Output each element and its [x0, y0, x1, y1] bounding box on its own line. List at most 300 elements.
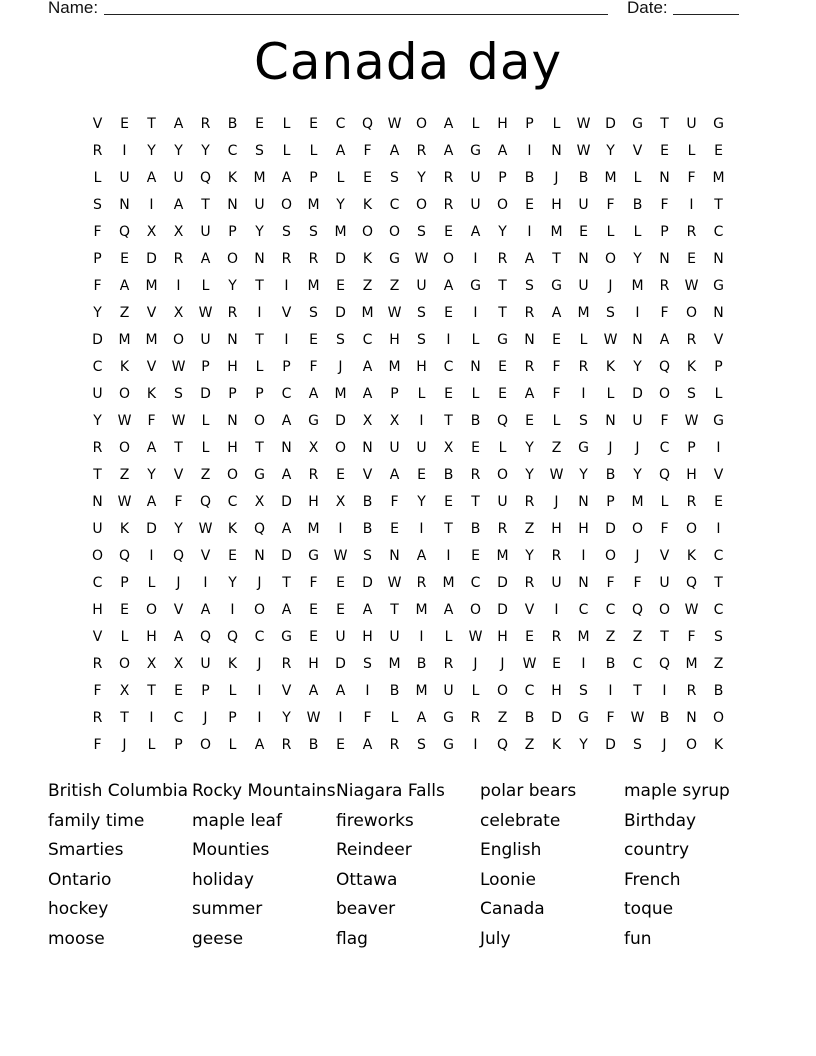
- grid-letter: S: [390, 170, 399, 186]
- grid-letter: L: [417, 386, 426, 402]
- grid-letter: F: [660, 413, 669, 429]
- grid-letter: E: [687, 251, 696, 267]
- grid-letter: F: [606, 710, 615, 726]
- grid-letter: M: [577, 305, 590, 321]
- grid-letter: N: [578, 575, 589, 591]
- grid-letter: W: [333, 548, 348, 564]
- grid-letter: W: [171, 413, 186, 429]
- grid-letter: J: [635, 548, 640, 564]
- grid-letter: R: [443, 170, 454, 186]
- grid-letter: I: [473, 305, 478, 321]
- grid-letter: B: [443, 467, 454, 483]
- grid-letter: R: [308, 467, 319, 483]
- grid-letter: E: [714, 143, 723, 159]
- grid-letter: J: [500, 656, 505, 672]
- grid-letter: T: [255, 278, 264, 294]
- grid-letter: A: [119, 278, 130, 294]
- grid-letter: W: [414, 251, 429, 267]
- grid-letter: J: [608, 440, 613, 456]
- grid-letter: K: [362, 197, 373, 213]
- grid-letter: R: [551, 548, 562, 564]
- grid-letter: Y: [174, 143, 183, 159]
- grid-letter: D: [551, 710, 562, 726]
- grid-letter: O: [415, 116, 428, 132]
- grid-letter: T: [444, 521, 453, 537]
- grid-letter: G: [497, 332, 508, 348]
- grid-letter: Y: [525, 548, 534, 564]
- grid-letter: A: [443, 116, 454, 132]
- grid-letter: S: [633, 737, 642, 753]
- grid-letter: Q: [199, 629, 212, 645]
- grid-letter: A: [362, 359, 373, 375]
- grid-letter: S: [309, 224, 318, 240]
- grid-letter: Z: [389, 278, 400, 294]
- grid-letter: A: [470, 224, 481, 240]
- word-list-item: Ontario: [48, 869, 112, 890]
- grid-letter: D: [605, 116, 616, 132]
- word-list-item: Loonie: [480, 869, 536, 890]
- grid-letter: R: [416, 143, 427, 159]
- grid-letter: A: [146, 440, 157, 456]
- grid-letter: I: [338, 521, 343, 537]
- grid-letter: F: [93, 224, 102, 240]
- word-list-item: Birthday: [624, 810, 697, 831]
- grid-letter: P: [606, 494, 615, 510]
- grid-letter: U: [200, 224, 211, 240]
- grid-letter: E: [471, 548, 480, 564]
- grid-letter: M: [712, 170, 725, 186]
- grid-letter: K: [686, 548, 697, 564]
- grid-letter: C: [713, 602, 724, 618]
- grid-letter: A: [146, 494, 157, 510]
- grid-letter: A: [254, 737, 265, 753]
- word-list-item: Mounties: [192, 840, 270, 861]
- word-list-item: Niagara Falls: [336, 781, 445, 801]
- grid-letter: E: [444, 305, 453, 321]
- grid-letter: C: [713, 224, 724, 240]
- grid-letter: M: [307, 197, 320, 213]
- grid-letter: A: [200, 251, 211, 267]
- grid-letter: H: [416, 359, 427, 375]
- grid-letter: R: [281, 656, 292, 672]
- grid-letter: I: [662, 683, 667, 699]
- grid-letter: X: [335, 494, 346, 510]
- grid-letter: F: [174, 494, 183, 510]
- grid-letter: Q: [199, 494, 212, 510]
- grid-letter: O: [145, 602, 158, 618]
- grid-letter: A: [335, 143, 346, 159]
- grid-letter: N: [92, 494, 103, 510]
- grid-letter: N: [524, 332, 535, 348]
- grid-letter: V: [659, 548, 670, 564]
- grid-letter: U: [416, 278, 427, 294]
- grid-letter: W: [198, 521, 213, 537]
- grid-letter: G: [281, 629, 292, 645]
- grid-letter: Z: [551, 440, 562, 456]
- grid-letter: X: [254, 494, 265, 510]
- grid-letter: D: [335, 305, 346, 321]
- grid-letter: Z: [713, 656, 724, 672]
- grid-letter: V: [362, 467, 373, 483]
- word-list-item: fireworks: [336, 810, 414, 831]
- grid-letter: U: [254, 197, 265, 213]
- grid-letter: E: [498, 386, 507, 402]
- grid-letter: R: [497, 521, 508, 537]
- grid-letter: U: [632, 413, 643, 429]
- grid-letter: U: [389, 440, 400, 456]
- grid-letter: Y: [228, 278, 237, 294]
- grid-letter: D: [335, 656, 346, 672]
- grid-letter: Y: [525, 440, 534, 456]
- grid-letter: T: [93, 467, 102, 483]
- grid-letter: X: [389, 413, 400, 429]
- grid-letter: E: [336, 575, 345, 591]
- grid-letter: A: [281, 413, 292, 429]
- grid-letter: L: [228, 737, 237, 753]
- grid-letter: C: [389, 197, 400, 213]
- grid-letter: G: [578, 440, 589, 456]
- grid-letter: P: [660, 224, 669, 240]
- grid-letter: H: [497, 116, 508, 132]
- grid-letter: H: [551, 683, 562, 699]
- grid-letter: L: [201, 440, 210, 456]
- grid-letter: B: [659, 710, 670, 726]
- grid-letter: T: [390, 602, 399, 618]
- grid-letter: N: [551, 143, 562, 159]
- grid-letter: U: [92, 386, 103, 402]
- grid-letter: Y: [633, 467, 642, 483]
- grid-letter: C: [227, 494, 238, 510]
- grid-letter: Y: [228, 575, 237, 591]
- grid-letter: A: [362, 386, 373, 402]
- grid-letter: O: [415, 197, 428, 213]
- grid-letter: A: [173, 629, 184, 645]
- word-list-item: British Columbia: [48, 781, 189, 801]
- grid-letter: S: [93, 197, 102, 213]
- grid-letter: N: [659, 170, 670, 186]
- grid-letter: S: [525, 278, 534, 294]
- grid-letter: W: [117, 413, 132, 429]
- grid-letter: Z: [200, 467, 211, 483]
- grid-letter: V: [146, 305, 157, 321]
- grid-letter: R: [92, 143, 103, 159]
- grid-letter: V: [173, 602, 184, 618]
- grid-letter: Q: [226, 629, 239, 645]
- grid-letter: A: [173, 197, 184, 213]
- grid-letter: F: [309, 359, 318, 375]
- grid-letter: F: [606, 575, 615, 591]
- grid-letter: K: [119, 359, 130, 375]
- grid-letter: S: [417, 305, 426, 321]
- grid-letter: A: [281, 170, 292, 186]
- grid-letter: Q: [658, 467, 671, 483]
- grid-letter: L: [228, 683, 237, 699]
- grid-letter: D: [362, 575, 373, 591]
- grid-letter: L: [687, 143, 696, 159]
- grid-letter: A: [416, 548, 427, 564]
- grid-letter: E: [471, 440, 480, 456]
- grid-letter: E: [444, 494, 453, 510]
- grid-letter: G: [578, 710, 589, 726]
- word-list-item: French: [624, 869, 681, 890]
- grid-letter: O: [685, 737, 698, 753]
- grid-letter: M: [550, 224, 563, 240]
- grid-letter: H: [146, 629, 157, 645]
- grid-letter: P: [309, 170, 318, 186]
- grid-letter: M: [307, 278, 320, 294]
- word-list-item: hockey: [48, 899, 109, 920]
- grid-letter: O: [91, 548, 104, 564]
- grid-letter: M: [604, 170, 617, 186]
- word-list-item: family time: [48, 810, 145, 831]
- grid-letter: W: [576, 143, 591, 159]
- grid-letter: Z: [524, 521, 535, 537]
- grid-letter: A: [200, 602, 211, 618]
- grid-letter: U: [578, 197, 589, 213]
- grid-letter: W: [684, 278, 699, 294]
- grid-letter: Y: [579, 737, 588, 753]
- grid-letter: I: [257, 305, 262, 321]
- grid-letter: S: [417, 737, 426, 753]
- grid-letter: G: [713, 116, 724, 132]
- grid-letter: W: [171, 359, 186, 375]
- grid-letter: O: [496, 197, 509, 213]
- grid-letter: D: [605, 521, 616, 537]
- grid-letter: Q: [118, 548, 131, 564]
- grid-letter: O: [172, 332, 185, 348]
- grid-letter: D: [632, 386, 643, 402]
- grid-letter: M: [388, 656, 401, 672]
- grid-letter: Y: [417, 494, 426, 510]
- grid-letter: R: [92, 710, 103, 726]
- grid-letter: O: [334, 440, 347, 456]
- grid-letter: N: [713, 305, 724, 321]
- grid-letter: J: [203, 710, 208, 726]
- grid-letter: H: [551, 521, 562, 537]
- grid-letter: A: [443, 602, 454, 618]
- grid-letter: O: [631, 521, 644, 537]
- grid-letter: X: [173, 305, 184, 321]
- grid-letter: B: [362, 494, 373, 510]
- grid-letter: V: [281, 305, 292, 321]
- grid-letter: T: [255, 332, 264, 348]
- grid-letter: D: [146, 521, 157, 537]
- word-list: [48, 778, 768, 956]
- grid-letter: P: [120, 575, 129, 591]
- grid-letter: V: [92, 116, 103, 132]
- grid-letter: Q: [172, 548, 185, 564]
- grid-letter: E: [714, 494, 723, 510]
- grid-letter: P: [228, 386, 237, 402]
- grid-letter: L: [471, 386, 480, 402]
- grid-letter: Z: [632, 629, 643, 645]
- grid-letter: W: [306, 710, 321, 726]
- grid-letter: U: [578, 278, 589, 294]
- grid-letter: T: [714, 197, 723, 213]
- grid-letter: R: [551, 629, 562, 645]
- grid-letter: K: [551, 737, 562, 753]
- grid-letter: G: [470, 143, 481, 159]
- grid-letter: C: [470, 575, 481, 591]
- grid-letter: P: [687, 440, 696, 456]
- grid-letter: X: [146, 656, 157, 672]
- grid-letter: I: [176, 278, 181, 294]
- grid-letter: C: [254, 629, 265, 645]
- grid-letter: Q: [658, 359, 671, 375]
- grid-letter: B: [470, 413, 481, 429]
- grid-letter: L: [498, 440, 507, 456]
- grid-letter: A: [173, 116, 184, 132]
- grid-letter: L: [147, 737, 156, 753]
- grid-letter: L: [471, 683, 480, 699]
- grid-letter: L: [390, 710, 399, 726]
- grid-letter: P: [525, 116, 534, 132]
- grid-letter: K: [227, 656, 238, 672]
- grid-letter: Q: [631, 602, 644, 618]
- grid-letter: E: [498, 359, 507, 375]
- grid-letter: H: [362, 629, 373, 645]
- grid-letter: S: [282, 224, 291, 240]
- grid-letter: P: [201, 683, 210, 699]
- grid-letter: A: [335, 683, 346, 699]
- grid-letter: V: [713, 467, 724, 483]
- letter-grid: [84, 111, 732, 759]
- grid-letter: M: [334, 224, 347, 240]
- grid-letter: E: [444, 386, 453, 402]
- grid-letter: I: [284, 332, 289, 348]
- grid-letter: U: [173, 170, 184, 186]
- grid-letter: M: [334, 386, 347, 402]
- grid-letter: F: [660, 197, 669, 213]
- grid-letter: A: [524, 251, 535, 267]
- word-list-item: toque: [624, 899, 674, 920]
- grid-letter: G: [308, 548, 319, 564]
- grid-letter: P: [498, 170, 507, 186]
- grid-letter: T: [174, 440, 183, 456]
- grid-letter: R: [686, 332, 697, 348]
- grid-letter: G: [713, 278, 724, 294]
- grid-letter: M: [685, 656, 698, 672]
- grid-letter: R: [497, 251, 508, 267]
- grid-letter: F: [687, 170, 696, 186]
- grid-letter: L: [606, 224, 615, 240]
- grid-letter: A: [146, 170, 157, 186]
- grid-letter: N: [578, 251, 589, 267]
- grid-letter: Y: [336, 197, 345, 213]
- grid-letter: Z: [524, 737, 535, 753]
- grid-letter: O: [658, 386, 671, 402]
- grid-letter: R: [389, 737, 400, 753]
- grid-letter: Z: [605, 629, 616, 645]
- grid-letter: D: [335, 251, 346, 267]
- grid-letter: C: [443, 359, 454, 375]
- grid-letter: S: [336, 332, 345, 348]
- grid-letter: C: [281, 386, 292, 402]
- grid-letter: K: [227, 170, 238, 186]
- grid-letter: H: [92, 602, 103, 618]
- grid-letter: U: [119, 170, 130, 186]
- grid-letter: Y: [174, 521, 183, 537]
- grid-letter: B: [632, 197, 643, 213]
- grid-letter: E: [336, 278, 345, 294]
- grid-letter: Y: [201, 143, 210, 159]
- grid-letter: H: [227, 359, 238, 375]
- grid-letter: O: [604, 251, 617, 267]
- word-list-item: July: [480, 928, 511, 949]
- grid-letter: J: [608, 278, 613, 294]
- grid-letter: E: [309, 602, 318, 618]
- grid-letter: R: [524, 359, 535, 375]
- grid-letter: Y: [498, 224, 507, 240]
- grid-letter: T: [498, 305, 507, 321]
- word-list-item: English: [480, 840, 542, 861]
- grid-letter: U: [443, 683, 454, 699]
- grid-letter: Y: [525, 467, 534, 483]
- grid-letter: J: [176, 575, 181, 591]
- word-list-item: Reindeer: [336, 840, 412, 861]
- grid-letter: I: [257, 683, 262, 699]
- grid-letter: J: [257, 575, 262, 591]
- grid-letter: V: [173, 467, 184, 483]
- grid-letter: P: [93, 251, 102, 267]
- grid-letter: T: [255, 440, 264, 456]
- grid-letter: O: [226, 467, 239, 483]
- grid-letter: F: [633, 575, 642, 591]
- grid-letter: I: [446, 548, 451, 564]
- grid-letter: E: [336, 467, 345, 483]
- grid-letter: W: [387, 575, 402, 591]
- grid-letter: K: [119, 521, 130, 537]
- grid-letter: B: [578, 170, 589, 186]
- grid-letter: E: [255, 116, 264, 132]
- grid-letter: H: [551, 197, 562, 213]
- grid-letter: N: [470, 359, 481, 375]
- grid-letter: Q: [361, 116, 374, 132]
- grid-letter: T: [120, 710, 129, 726]
- grid-letter: L: [714, 386, 723, 402]
- grid-letter: L: [606, 386, 615, 402]
- word-list-item: maple leaf: [192, 810, 282, 831]
- grid-letter: G: [308, 413, 319, 429]
- grid-letter: X: [173, 656, 184, 672]
- grid-letter: J: [554, 494, 559, 510]
- grid-letter: A: [659, 332, 670, 348]
- grid-letter: H: [497, 629, 508, 645]
- word-list-item: holiday: [192, 869, 254, 890]
- grid-letter: E: [309, 116, 318, 132]
- grid-letter: Y: [633, 359, 642, 375]
- grid-letter: I: [284, 278, 289, 294]
- grid-letter: L: [552, 116, 561, 132]
- grid-letter: A: [443, 278, 454, 294]
- grid-letter: I: [581, 656, 586, 672]
- word-list-item: moose: [48, 928, 105, 949]
- grid-letter: J: [662, 737, 667, 753]
- grid-letter: M: [442, 575, 455, 591]
- grid-letter: Y: [93, 413, 102, 429]
- grid-letter: I: [365, 683, 370, 699]
- grid-letter: A: [389, 143, 400, 159]
- grid-letter: R: [308, 251, 319, 267]
- grid-letter: R: [524, 494, 535, 510]
- grid-letter: E: [525, 413, 534, 429]
- grid-letter: B: [605, 467, 616, 483]
- grid-letter: I: [689, 197, 694, 213]
- grid-letter: I: [149, 710, 154, 726]
- grid-letter: R: [686, 494, 697, 510]
- grid-letter: X: [443, 440, 454, 456]
- grid-letter: W: [630, 710, 645, 726]
